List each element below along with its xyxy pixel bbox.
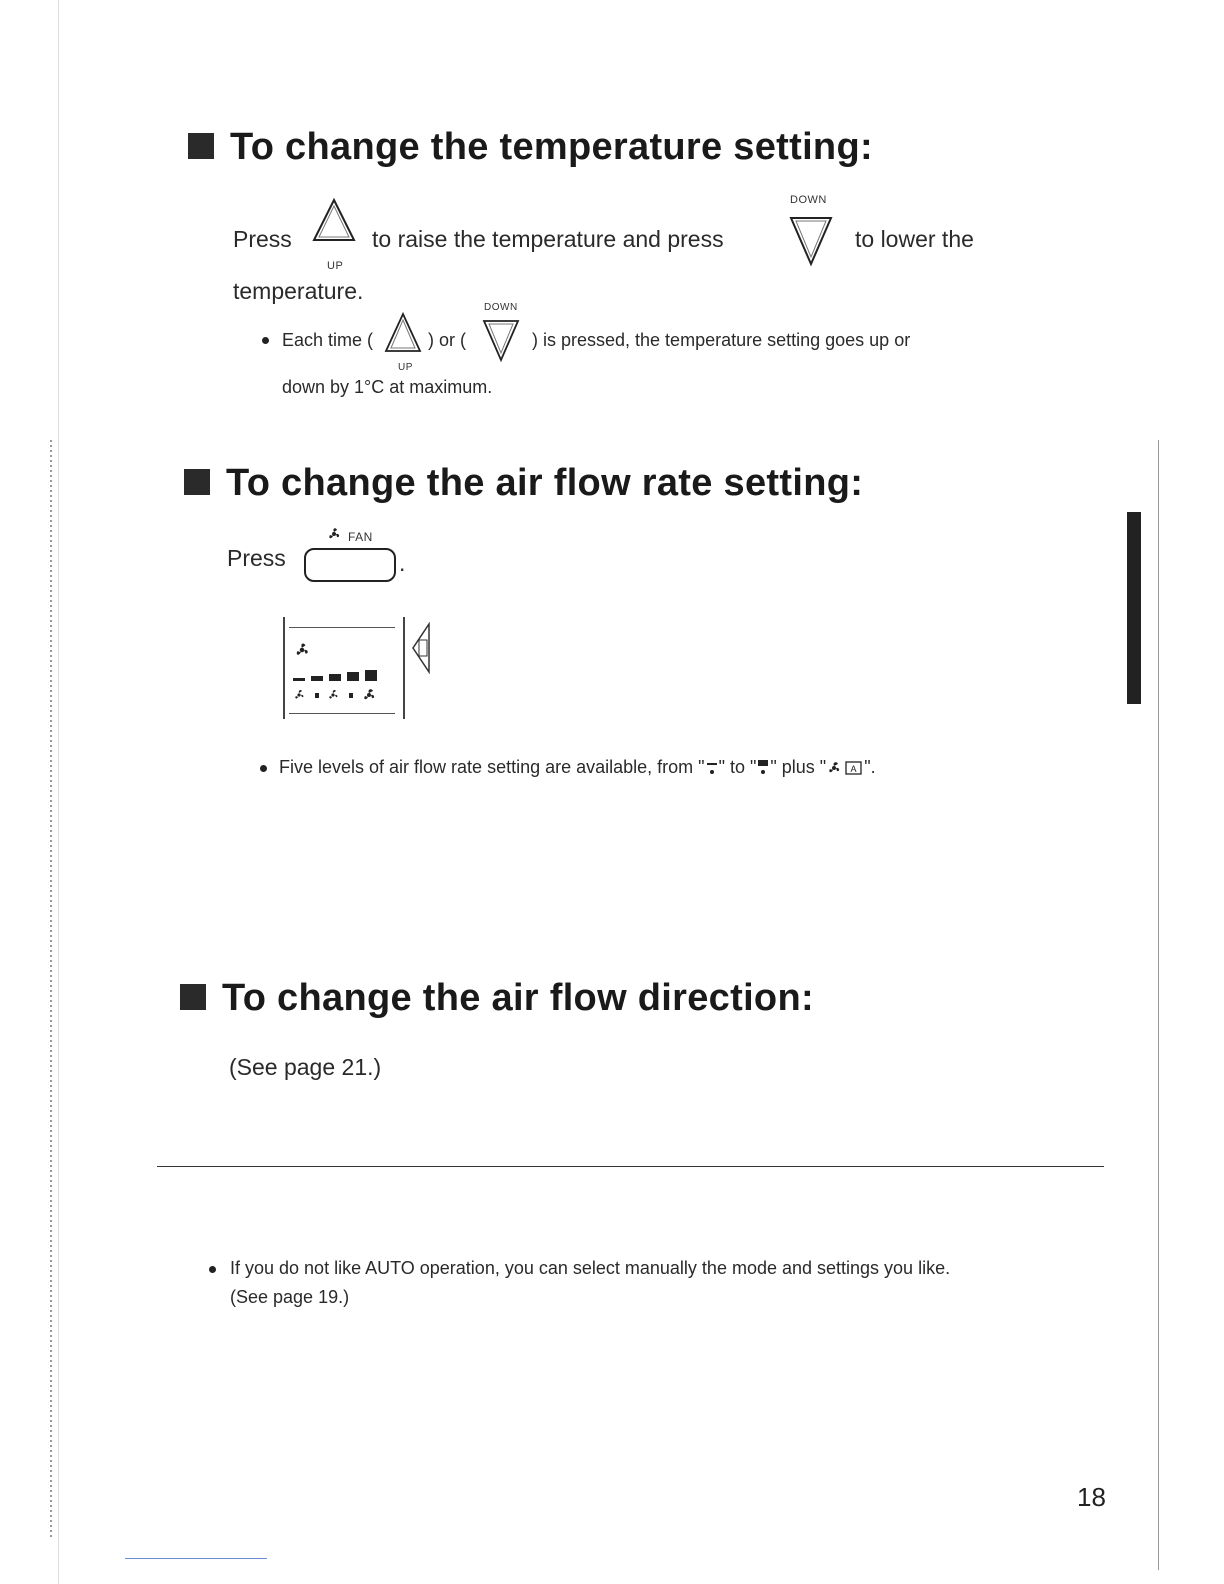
side-tab-marker [1127,512,1141,704]
up-label: UP [327,260,344,272]
svg-text:A: A [850,764,857,775]
up-triangle-icon [311,196,357,246]
fan-small-icon [326,526,342,542]
fan-press-word: Press [227,545,286,571]
fan-level-fans-icon [293,687,379,703]
fan-level-bars-icon [293,669,377,683]
display-bottom-line [289,713,395,714]
down-label-small: DOWN [484,302,518,313]
display-top-line [289,627,395,628]
heading-square-icon [188,133,214,159]
auto-operation-note: If you do not like AUTO operation, you can select manually the mode and settings you like. [230,1258,951,1278]
divider-line [157,1166,1104,1167]
footer-line [125,1558,267,1559]
heading-square-icon [180,984,206,1010]
fan-display-icon [293,641,311,659]
bullet-dot [209,1266,216,1273]
heading-air-flow-direction: To change the air flow direction: [180,977,814,1020]
fan-button [304,548,396,582]
fan-period: . [399,550,406,576]
bullet-dot [260,765,267,772]
heading-air-flow-rate: To change the air flow rate setting: [184,462,863,505]
each-time-text: Each time ( [282,330,374,350]
heading-temperature: To change the temperature setting: [188,126,873,169]
display-illustration [283,617,405,719]
fan-label: FAN [348,530,373,544]
pointer-indicator-icon [410,622,432,674]
pressed-text: ) is pressed, the temperature setting goes up or [532,330,911,350]
up-label-small: UP [398,362,413,373]
binder-edge [50,440,52,1540]
down-label: DOWN [790,194,827,206]
highest-level-icon [756,759,770,777]
binder-edge-light [58,0,59,1584]
press-word: Press [233,226,292,252]
temperature-word: temperature. [233,278,364,304]
right-margin-line [1158,440,1159,1570]
lower-text: to lower the [855,226,974,252]
bullet-dot [262,337,269,344]
page-number: 18 [1077,1482,1106,1512]
up-triangle-small-icon [383,311,423,355]
heading-square-icon [184,469,210,495]
see-page-21: (See page 21.) [229,1054,382,1080]
by-one-degree-text: down by 1°C at maximum. [282,377,493,397]
raise-text: to raise the temperature and press [372,226,724,252]
fan-auto-icon [826,759,864,777]
down-triangle-icon [788,212,834,268]
down-triangle-small-icon [481,316,521,364]
five-levels-text: Five levels of air flow rate setting are available, from " " to " " plus " A ". [279,757,876,777]
see-page-19: (See page 19.) [230,1287,350,1307]
or-text: ) or ( [428,330,466,350]
lowest-level-icon [705,759,719,777]
